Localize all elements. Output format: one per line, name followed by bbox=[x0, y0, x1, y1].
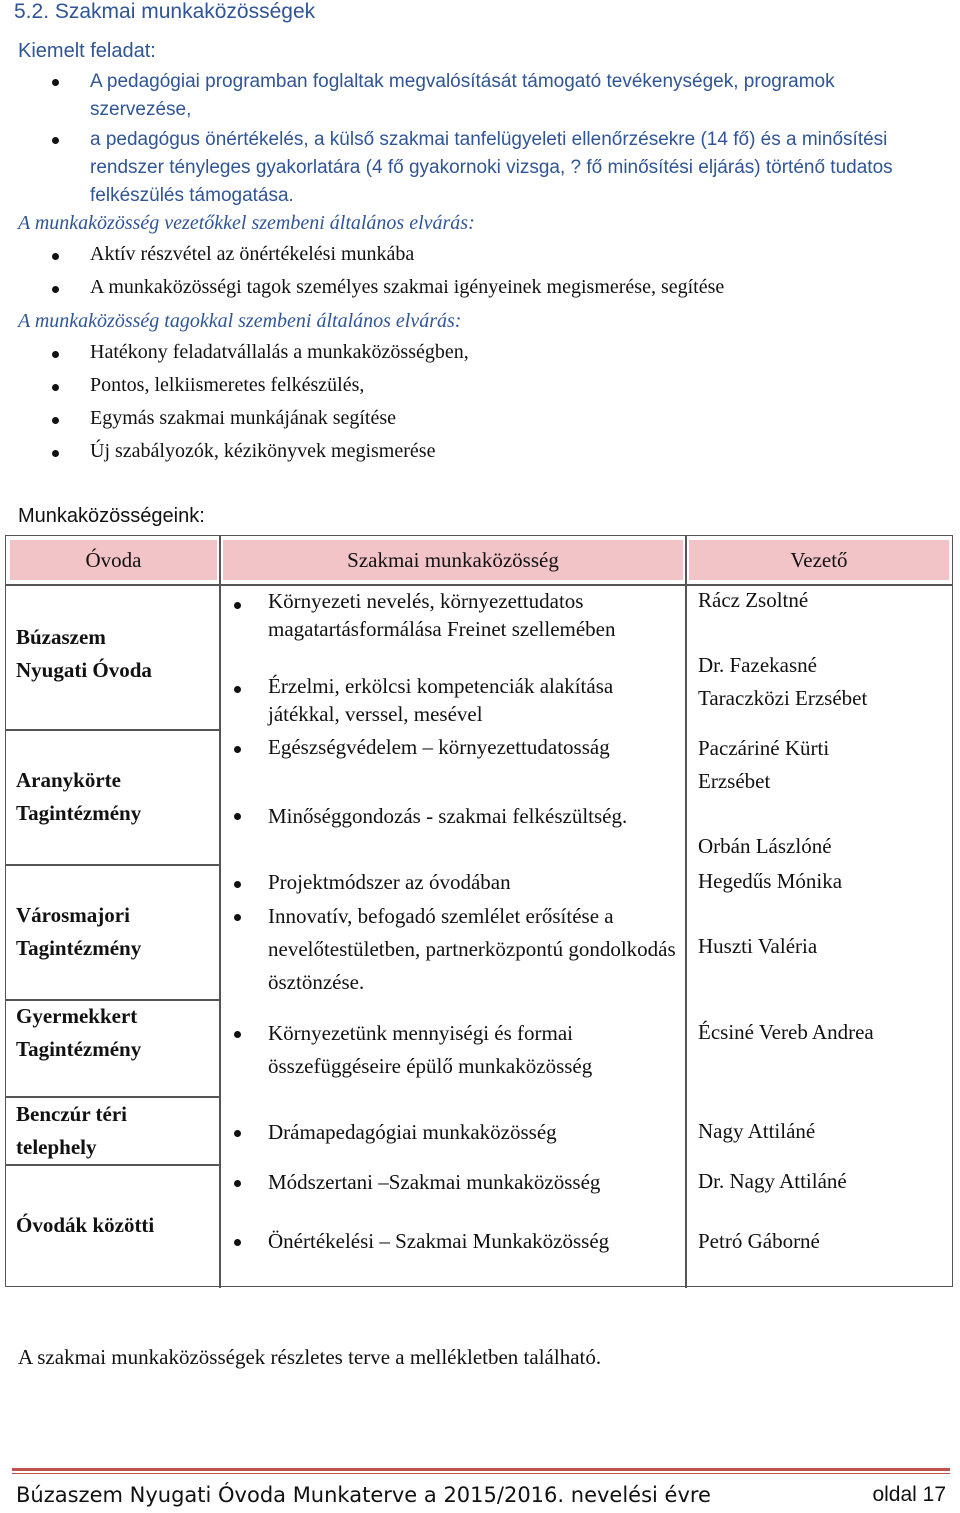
header-szakmai: Szakmai munkaközösség bbox=[223, 540, 683, 580]
szakmai-item: Környezeti nevelés, környezettudatos magatartásformálása Freinet szellemében bbox=[268, 589, 616, 641]
kiemelt-item: A pedagógiai programban foglaltak megvalósítását támogató tevékenységek, programok szervezése, bbox=[90, 71, 835, 120]
bullet-icon bbox=[52, 450, 59, 457]
page-number: oldal 17 bbox=[872, 1483, 946, 1506]
row-divider bbox=[6, 1164, 219, 1166]
bullet-icon bbox=[234, 1239, 241, 1246]
row-divider bbox=[6, 584, 952, 586]
note-text: A szakmai munkaközösségek részletes terve a mellékletben található. bbox=[18, 1345, 602, 1369]
bullet-icon bbox=[52, 384, 59, 391]
szakmai-item: Innovatív, befogadó szemlélet erősítése a nevelőtestületben, partnerközpontú gondolkodás ösztönzése. bbox=[268, 904, 676, 994]
vezetok-title: A munkaközösség vezetőkkel szembeni általános elvárás: bbox=[18, 212, 475, 234]
szakmai-item: Módszertani –Szakmai munkaközösség bbox=[268, 1170, 601, 1194]
bullet-icon bbox=[52, 286, 59, 293]
vezeto-name: Petró Gáborné bbox=[698, 1229, 820, 1253]
munkakozossegek-table bbox=[5, 535, 953, 1287]
ovoda-name: Óvodák közötti bbox=[16, 1213, 155, 1237]
kiemelt-item: a pedagógus önértékelés, a külső szakmai tanfelügyeleti ellenőrzésekre (14 fő) és a minősítési rendszer tényleges gyakorlatára (4 fő gyakornoki vizsga, ? fő minősítési eljárás) történő tudatos felkészülés támogatása. bbox=[90, 129, 893, 206]
header-ovoda: Óvoda bbox=[10, 540, 217, 580]
munkakozossegeink-title: Munkaközösségeink: bbox=[18, 505, 205, 527]
footer-title: Búzaszem Nyugati Óvoda Munkaterve a 2015/2016. nevelési évre bbox=[16, 1483, 711, 1507]
szakmai-item: Környezetünk mennyiségi és formai összefüggéseire épülő munkaközösség bbox=[268, 1021, 593, 1078]
bullet-icon bbox=[234, 813, 241, 820]
tagok-item: Új szabályozók, kézikönyvek megismerése bbox=[90, 440, 436, 462]
section-heading: 5.2. Szakmai munkaközösségek bbox=[14, 0, 316, 23]
bullet-icon bbox=[234, 746, 241, 753]
footer-rule bbox=[12, 1473, 950, 1474]
bullet-icon bbox=[52, 137, 59, 144]
vezeto-name: Orbán Lászlóné bbox=[698, 834, 832, 858]
vezeto-name: Hegedűs Mónika bbox=[698, 869, 843, 893]
bullet-icon bbox=[234, 1031, 241, 1038]
bullet-icon bbox=[52, 417, 59, 424]
column-divider bbox=[219, 536, 221, 1288]
bullet-icon bbox=[234, 602, 241, 609]
ovoda-name: Benczúr téri telephely bbox=[16, 1102, 127, 1159]
vezetok-item: A munkaközösségi tagok személyes szakmai igényeinek megismerése, segítése bbox=[90, 276, 725, 298]
ovoda-name: Búzaszem Nyugati Óvoda bbox=[16, 625, 152, 682]
szakmai-item: Önértékelési – Szakmai Munkaközösség bbox=[268, 1229, 610, 1253]
vezeto-name: Taraczközi Erzsébet bbox=[698, 686, 868, 710]
kiemelt-title: Kiemelt feladat: bbox=[18, 40, 156, 62]
vezeto-name: Huszti Valéria bbox=[698, 934, 818, 958]
tagok-title: A munkaközösség tagokkal szembeni általános elvárás: bbox=[18, 310, 462, 332]
bullet-icon bbox=[234, 881, 241, 888]
vezeto-name: Dr. Fazekasné bbox=[698, 653, 817, 677]
vezeto-name: Écsiné Vereb Andrea bbox=[698, 1020, 874, 1044]
bullet-icon bbox=[234, 914, 241, 921]
table-header bbox=[6, 536, 952, 584]
vezeto-name: Rácz Zsoltné bbox=[698, 588, 809, 612]
szakmai-item: Minőséggondozás - szakmai felkészültség. bbox=[268, 804, 628, 828]
header-vezeto: Vezető bbox=[689, 540, 949, 580]
bullet-icon bbox=[52, 79, 59, 86]
szakmai-item: Érzelmi, erkölcsi kompetenciák alakítása játékkal, verssel, mesével bbox=[268, 674, 614, 726]
bullet-icon bbox=[52, 351, 59, 358]
bullet-icon bbox=[234, 1180, 241, 1187]
footer-rule bbox=[12, 1468, 950, 1471]
row-divider bbox=[6, 864, 219, 866]
tagok-item: Pontos, lelkiismeretes felkészülés, bbox=[90, 374, 365, 396]
vezeto-name: Erzsébet bbox=[698, 769, 771, 793]
vezeto-name: Nagy Attiláné bbox=[698, 1119, 816, 1143]
bullet-icon bbox=[234, 1130, 241, 1137]
bullet-icon bbox=[234, 686, 241, 693]
bullet-icon bbox=[52, 253, 59, 260]
vezeto-name: Dr. Nagy Attiláné bbox=[698, 1169, 847, 1193]
row-divider bbox=[6, 729, 219, 731]
vezeto-name: Paczáriné Kürti bbox=[698, 736, 830, 760]
ovoda-name: Városmajori Tagintézmény bbox=[16, 903, 142, 960]
szakmai-item: Egészségvédelem – környezettudatosság bbox=[268, 735, 610, 759]
ovoda-name: Gyermekkert Tagintézmény bbox=[16, 1004, 142, 1061]
tagok-item: Egymás szakmai munkájának segítése bbox=[90, 407, 397, 429]
ovoda-name: Aranykörte Tagintézmény bbox=[16, 768, 142, 825]
tagok-item: Hatékony feladatvállalás a munkaközösségben, bbox=[90, 341, 469, 363]
vezetok-item: Aktív részvétel az önértékelési munkába bbox=[90, 243, 415, 265]
szakmai-item: Projektmódszer az óvodában bbox=[268, 870, 511, 894]
szakmai-item: Drámapedagógiai munkaközösség bbox=[268, 1120, 557, 1144]
